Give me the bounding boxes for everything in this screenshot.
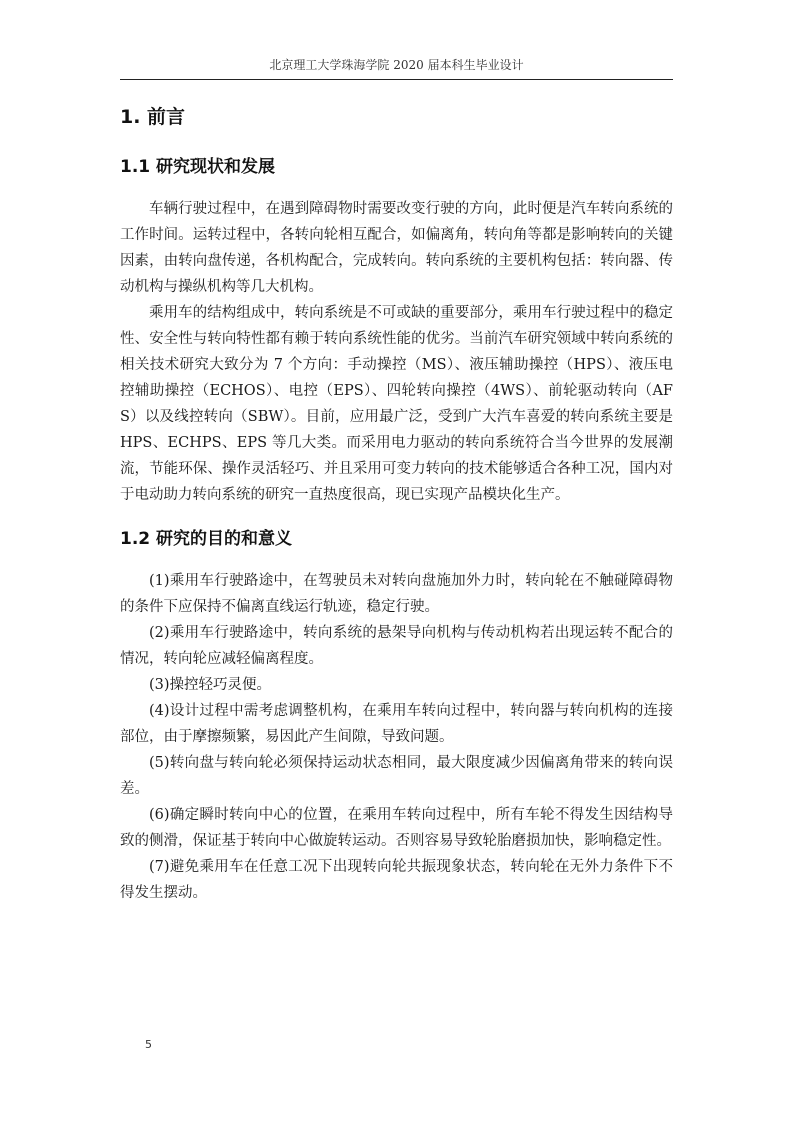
header-rule: [120, 79, 673, 80]
paragraph: 车辆行驶过程中，在遇到障碍物时需要改变行驶的方向，此时便是汽车转向系统的工作时间。运转过程中，各转向轮相互配合，如偏离角，转向角等都是影响转向的关键因素，由转向盘传递，各机构配合，完成转向。转向系统的主要机构包括：转向器、传动机构与操纵机构等几大机构。: [120, 201, 673, 295]
list-item: (3)操控轻巧灵便。: [149, 677, 272, 693]
page-number: 5: [145, 1038, 152, 1051]
running-header: 北京理工大学珠海学院 2020 届本科生毕业设计: [269, 58, 524, 72]
section-title-1-2: 1.2 研究的目的和意义: [120, 529, 293, 549]
section-title-1-1: 1.1 研究现状和发展: [120, 157, 276, 177]
list-item: (4)设计过程中需考虑调整机构，在乘用车转向过程中，转向器与转向机构的连接部位，由于摩擦频繁，易因此产生间隙，导致问题。: [120, 703, 673, 745]
chapter-title: 1. 前言: [120, 106, 186, 128]
list-item: (5)转向盘与转向轮必须保持运动状态相同，最大限度减少因偏离角带来的转向误差。: [120, 755, 673, 797]
list-item: (6)确定瞬时转向中心的位置，在乘用车转向过程中，所有车轮不得发生因结构导致的侧滑，保证基于转向中心做旋转运动。否则容易导致轮胎磨损加快，影响稳定性。: [120, 807, 673, 849]
paragraph: 乘用车的结构组成中，转向系统是不可或缺的重要部分，乘用车行驶过程中的稳定性、安全性与转向特性都有赖于转向系统性能的优劣。当前汽车研究领域中转向系统的相关技术研究大致分为 7 个方向：手动操控（MS）、液压辅助操控（HPS）、液压电控辅助操控（ECHOS）、电控（EPS）、四轮转向操控（4WS）、前轮驱动转向（AFS）以及线控转向（SBW）。目前，应用最广泛，受到广大汽车喜爱的转向系统主要是 HPS、ECHPS、EPS 等几大类。而采用电力驱动的转向系统符合当今世界的发展潮流，节能环保、操作灵活轻巧、并且采用可变力转向的技术能够适合各种工况，国内对于电动助力转向系统的研究一直热度很高，现已实现产品模块化生产。: [120, 305, 673, 503]
list-item: (1)乘用车行驶路途中，在驾驶员未对转向盘施加外力时，转向轮在不触碰障碍物的条件下应保持不偏离直线运行轨迹，稳定行驶。: [120, 573, 673, 615]
list-item: (7)避免乘用车在任意工况下出现转向轮共振现象状态，转向轮在无外力条件下不得发生摆动。: [120, 859, 673, 901]
list-item: (2)乘用车行驶路途中，转向系统的悬架导向机构与传动机构若出现运转不配合的情况，转向轮应减轻偏离程度。: [120, 625, 673, 667]
page-body: [120, 104, 673, 906]
